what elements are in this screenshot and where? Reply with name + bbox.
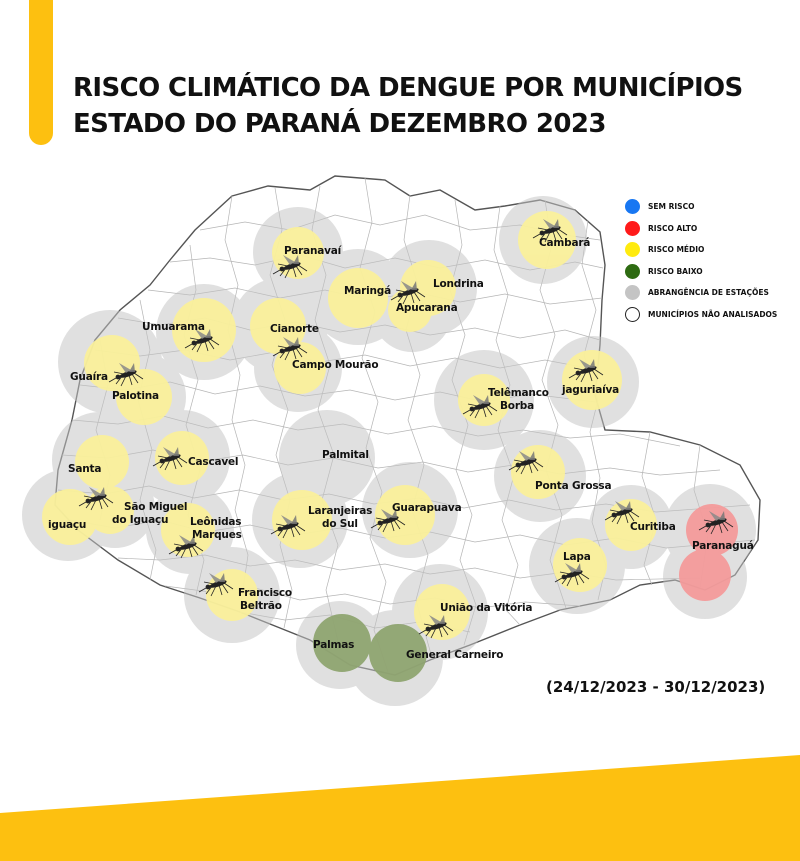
legend-swatch xyxy=(625,242,640,257)
label-francisco-line2: Beltrão xyxy=(240,600,282,612)
label-palmas: Palmas xyxy=(313,639,355,651)
label-londrina: Londrina xyxy=(433,278,484,290)
label-curitiba: Curitiba xyxy=(630,521,676,533)
label-guarapuava: Guarapuava xyxy=(392,502,462,514)
legend-item-risco-baixo xyxy=(625,261,777,283)
label-lapa: Lapa xyxy=(563,551,591,563)
legend-item-sem-risco xyxy=(625,196,777,218)
legend-label: ABRANGÊNCIA DE ESTAÇÕES xyxy=(648,288,769,298)
legend-swatch xyxy=(625,307,640,322)
label-apucarana: Apucarana xyxy=(396,302,458,314)
label-paranagua: Paranaguá xyxy=(692,540,754,552)
label-cambara: Cambará xyxy=(539,237,591,249)
title-line-1: RISCO CLIMÁTICO DA DENGUE POR MUNICÍPIOS xyxy=(73,73,743,103)
legend-label: SEM RISCO xyxy=(648,202,695,212)
label-uniao-vitoria: União da Vitória xyxy=(440,602,533,614)
title-line-2: ESTADO DO PARANÁ DEZEMBRO 2023 xyxy=(73,109,606,139)
legend-swatch xyxy=(625,199,640,214)
label-maringa: Maringá xyxy=(344,285,391,297)
label-sao-miguel-line2: do Iguaçu xyxy=(112,514,169,526)
label-francisco-line1: Francisco xyxy=(238,587,292,599)
label-campo-mourao: Campo Mourão xyxy=(292,359,379,371)
label-iguacu: iguaçu xyxy=(48,519,87,531)
label-cianorte: Cianorte xyxy=(270,323,319,335)
legend-swatch xyxy=(625,221,640,236)
label-paranavai: Paranavaí xyxy=(284,245,342,257)
label-telemaco-line1: Telêmanco xyxy=(488,387,549,399)
legend-item-abrangencia xyxy=(625,282,777,304)
legend-label: RISCO MÉDIO xyxy=(648,245,705,255)
legend-item-risco-alto xyxy=(625,218,777,240)
label-sao-miguel-line1: São Miguel xyxy=(124,501,188,513)
label-jaguariaiva: jaguriaíva xyxy=(562,384,620,396)
label-laranjeiras-line1: Laranjeiras xyxy=(308,505,373,517)
label-ponta-grossa: Ponta Grossa xyxy=(535,480,612,492)
legend-label: MUNICÍPIOS NÃO ANALISADOS xyxy=(648,309,778,319)
footer-band xyxy=(0,755,800,861)
legend-item-risco-medio xyxy=(625,239,777,261)
map-legend xyxy=(625,196,777,325)
date-range: (24/12/2023 - 30/12/2023) xyxy=(546,678,766,696)
label-guaira: Guaíra xyxy=(70,371,108,383)
legend-label: RISCO ALTO xyxy=(648,223,698,233)
label-telemaco-line2: Borba xyxy=(500,400,534,412)
label-leonidas-line2: Marques xyxy=(192,529,242,541)
label-cascavel: Cascavel xyxy=(188,456,239,468)
label-general-carneiro: General Carneiro xyxy=(406,649,504,661)
legend-swatch xyxy=(625,285,640,300)
label-santa: Santa xyxy=(68,463,102,475)
label-laranjeiras-line2: do Sul xyxy=(322,518,358,530)
legend-item-nao-analisados xyxy=(625,304,777,326)
legend-swatch xyxy=(625,264,640,279)
legend-label: RISCO BAIXO xyxy=(648,266,703,276)
label-umuarama: Umuarama xyxy=(142,321,205,333)
label-leonidas-line1: Leônidas xyxy=(190,516,242,528)
label-palmital: Palmital xyxy=(322,449,369,461)
label-palotina: Palotina xyxy=(112,390,159,402)
